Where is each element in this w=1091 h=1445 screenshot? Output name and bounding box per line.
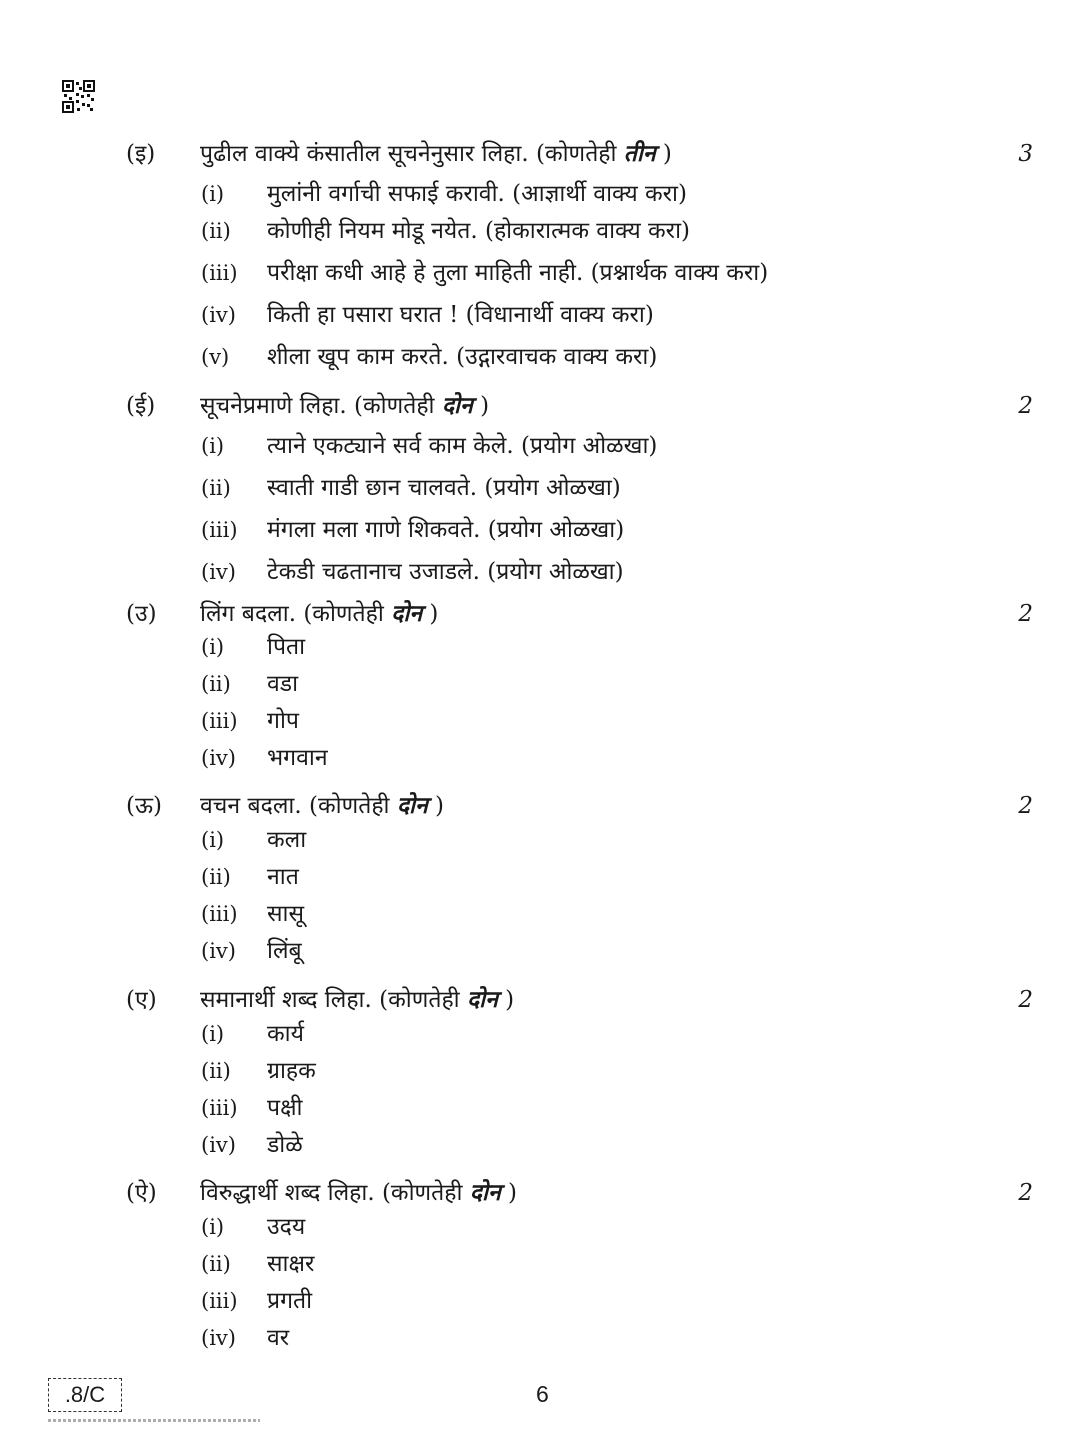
- item-number: (iv): [201, 939, 236, 963]
- question-marks: 2: [1018, 1180, 1033, 1206]
- question-text: पुढील वाक्ये कंसातील सूचनेनुसार लिहा. (कोणतेही तीन ): [200, 140, 672, 167]
- item-text: परीक्षा कधी आहे हे तुला माहिती नाही. (प्रश्नार्थक वाक्य करा): [267, 260, 769, 286]
- item-number: (ii): [201, 672, 231, 696]
- item-number: (iii): [201, 902, 238, 926]
- list-item: [0, 706, 1091, 743]
- question-count-emphasis: दोन: [391, 600, 423, 627]
- item-number: (iii): [201, 518, 238, 542]
- question-count-emphasis: दोन: [466, 986, 498, 1013]
- question-number: (ऊ): [126, 793, 163, 819]
- question-text: समानार्थी शब्द लिहा. (कोणतेही दोन ): [200, 986, 515, 1013]
- item-text: पक्षी: [267, 1095, 303, 1121]
- question-marks: 2: [1018, 601, 1033, 627]
- list-item: [0, 515, 1091, 557]
- item-number: (i): [201, 1022, 225, 1046]
- item-number: (i): [201, 828, 225, 852]
- item-text: कला: [267, 827, 307, 853]
- question-text: विरुद्धार्थी शब्द लिहा. (कोणतेही दोन ): [200, 1179, 518, 1206]
- item-text: गोप: [267, 708, 299, 734]
- item-text: किती हा पसारा घरात ! (विधानार्थी वाक्य करा): [267, 302, 654, 328]
- item-text: मुलांनी वर्गाची सफाई करावी. (आज्ञार्थी वाक्य करा): [267, 181, 687, 207]
- question-block: [0, 599, 1091, 780]
- item-text: ग्राहक: [267, 1058, 316, 1084]
- question-count-emphasis: दोन: [469, 1179, 501, 1206]
- list-item: [0, 1286, 1091, 1323]
- question-header: [0, 791, 1091, 825]
- question-header: [0, 391, 1091, 431]
- item-text: शीला खूप काम करते. (उद्गारवाचक वाक्य करा): [267, 344, 658, 370]
- microprint-line: [48, 1419, 260, 1422]
- item-number: (ii): [201, 865, 231, 889]
- item-number: (i): [201, 1215, 225, 1239]
- item-number: (ii): [201, 219, 231, 243]
- list-item: [0, 1212, 1091, 1249]
- list-item: [0, 936, 1091, 973]
- question-block: [0, 791, 1091, 973]
- item-number: (i): [201, 182, 225, 206]
- item-text: त्याने एकट्याने सर्व काम केले. (प्रयोग ओळखा): [267, 433, 658, 459]
- question-number: (उ): [126, 601, 157, 627]
- list-item: [0, 258, 1091, 300]
- question-block: [0, 1178, 1091, 1360]
- item-text: लिंबू: [267, 938, 302, 964]
- item-text: नात: [267, 864, 299, 890]
- item-text: प्रगती: [267, 1288, 313, 1314]
- list-item: [0, 1323, 1091, 1360]
- question-count-emphasis: दोन: [396, 792, 428, 819]
- question-block: [0, 139, 1091, 379]
- item-number: (iv): [201, 1133, 236, 1157]
- item-text: स्वाती गाडी छान चालवते. (प्रयोग ओळखा): [267, 475, 621, 501]
- item-text: साक्षर: [267, 1251, 315, 1277]
- paper-code-box: .8/C: [48, 1378, 122, 1412]
- question-text: सूचनेप्रमाणे लिहा. (कोणतेही दोन ): [200, 392, 490, 419]
- item-number: (iv): [201, 303, 236, 327]
- question-count-emphasis: दोन: [441, 392, 473, 419]
- question-header: [0, 599, 1091, 632]
- list-item: [0, 179, 1091, 216]
- question-number: (ए): [126, 987, 157, 1013]
- question-marks: 2: [1018, 793, 1033, 819]
- list-item: [0, 1249, 1091, 1286]
- question-text: वचन बदला. (कोणतेही दोन ): [200, 792, 445, 819]
- list-item: [0, 632, 1091, 669]
- item-number: (ii): [201, 476, 231, 500]
- list-item: [0, 1056, 1091, 1093]
- question-number: (इ): [126, 141, 156, 167]
- list-item: [0, 1130, 1091, 1167]
- list-item: [0, 431, 1091, 473]
- page-number: 6: [536, 1381, 549, 1407]
- item-text: भगवान: [267, 745, 328, 771]
- question-block: [0, 391, 1091, 594]
- question-marks: 2: [1018, 393, 1033, 419]
- item-number: (i): [201, 434, 225, 458]
- question-number: (ई): [126, 393, 156, 419]
- question-number: (ऐ): [126, 1180, 157, 1206]
- list-item: [0, 743, 1091, 780]
- item-number: (ii): [201, 1252, 231, 1276]
- question-text: लिंग बदला. (कोणतेही दोन ): [200, 600, 439, 627]
- list-item: [0, 300, 1091, 342]
- list-item: [0, 669, 1091, 706]
- list-item: [0, 473, 1091, 515]
- question-marks: 3: [1018, 141, 1033, 167]
- item-number: (v): [201, 345, 230, 369]
- item-number: (iii): [201, 1096, 238, 1120]
- item-number: (iv): [201, 746, 236, 770]
- list-item: [0, 825, 1091, 862]
- question-header: [0, 1178, 1091, 1212]
- qr-code-icon: [62, 80, 95, 113]
- item-text: टेकडी चढतानाच उजाडले. (प्रयोग ओळखा): [267, 559, 624, 585]
- list-item: [0, 899, 1091, 936]
- item-text: पिता: [267, 634, 306, 660]
- item-text: उदय: [267, 1214, 306, 1240]
- question-marks: 2: [1018, 987, 1033, 1013]
- item-number: (iv): [201, 1326, 236, 1350]
- item-number: (i): [201, 635, 225, 659]
- question-header: [0, 139, 1091, 179]
- list-item: [0, 1019, 1091, 1056]
- item-number: (iv): [201, 560, 236, 584]
- item-number: (iii): [201, 709, 238, 733]
- list-item: [0, 862, 1091, 899]
- list-item: [0, 342, 1091, 379]
- item-text: वडा: [267, 671, 299, 697]
- item-number: (iii): [201, 1289, 238, 1313]
- item-text: मंगला मला गाणे शिकवते. (प्रयोग ओळखा): [267, 517, 625, 543]
- question-block: [0, 985, 1091, 1167]
- item-text: वर: [267, 1325, 290, 1351]
- item-number: (iii): [201, 261, 238, 285]
- item-text: कार्य: [267, 1021, 304, 1047]
- list-item: [0, 216, 1091, 258]
- question-header: [0, 985, 1091, 1019]
- question-count-emphasis: तीन: [623, 140, 656, 167]
- item-number: (ii): [201, 1059, 231, 1083]
- item-text: डोळे: [267, 1132, 303, 1158]
- list-item: [0, 1093, 1091, 1130]
- item-text: सासू: [267, 901, 305, 927]
- item-text: कोणीही नियम मोडू नयेत. (होकारात्मक वाक्य करा): [267, 218, 691, 244]
- list-item: [0, 557, 1091, 594]
